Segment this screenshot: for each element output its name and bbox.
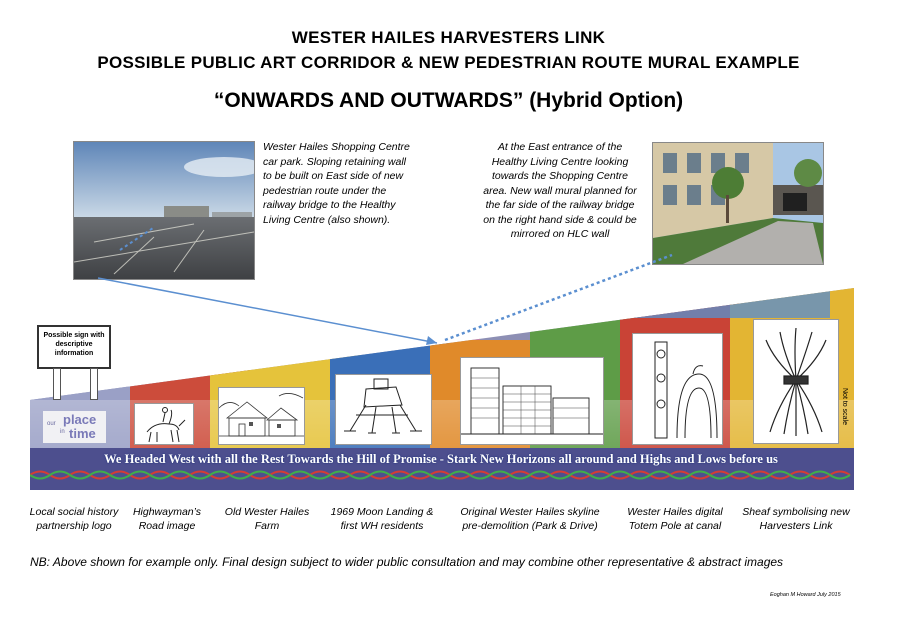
our-place-in-time-logo xyxy=(43,411,106,443)
hlc-caption: At the East entrance of the Healthy Living Centre looking towards the Shopping Centre area. New wall mural planned for the far side of the railway bridge on the right hand side & could be mirrored on HLC wall xyxy=(483,141,637,240)
sign-board: Possible sign with descriptive information xyxy=(37,325,111,369)
car-park-caption: Wester Hailes Shopping Centre car park. Sloping retaining wall to be built on East side of new pedestrian route under the railway bridge to the Healthy Living Centre (also shown). xyxy=(263,141,410,226)
page-subtitle: POSSIBLE PUBLIC ART CORRIDOR & NEW PEDESTRIAN ROUTE MURAL EXAMPLE xyxy=(97,53,800,72)
logo-word-place: place xyxy=(63,412,97,427)
sign-post-right xyxy=(90,368,98,400)
logo-word-in: in xyxy=(60,429,65,435)
mural-title: “ONWARDS AND OUTWARDS” (Hybrid Option) xyxy=(213,89,684,112)
caption-sheaf: Sheaf symbolising new Harvesters Link xyxy=(742,506,850,532)
caption-logo: Local social history partnership logo xyxy=(29,506,119,532)
highwayman-image xyxy=(134,403,194,445)
caption-totem-pole: Wester Hailes digital Totem Pole at canal xyxy=(627,506,723,532)
sign-post-left xyxy=(53,368,61,400)
author-credit: Eoghan M Howard July 2015 xyxy=(770,592,841,598)
moon-landing-image xyxy=(335,374,432,445)
totem-pole-image xyxy=(632,333,723,445)
caption-highwayman: Highwayman’s Road image xyxy=(132,506,202,532)
mural-banner-slogan: We Headed West with all the Rest Towards the Hill of Promise - Stark New Horizons all around and Highs and Lows before us xyxy=(104,452,778,466)
caption-skyline: Original Wester Hailes skyline pre-demolition (Park & Drive) xyxy=(460,506,600,532)
caption-farm: Old Wester Hailes Farm xyxy=(224,506,310,532)
old-farm-image xyxy=(218,387,305,445)
sheaf-image xyxy=(753,319,839,444)
logo-word-time: time xyxy=(69,426,96,441)
caption-moon-landing: 1969 Moon Landing & first WH residents xyxy=(330,506,434,532)
page-title: WESTER HAILES HARVESTERS LINK xyxy=(291,28,606,47)
logo-word-our: our xyxy=(47,421,56,427)
skyline-image xyxy=(460,357,604,445)
not-to-scale-label: Not to scale xyxy=(841,388,848,425)
disclaimer-note: NB: Above shown for example only. Final design subject to wider public consultation and may combine other representative & abstract images xyxy=(30,555,784,569)
